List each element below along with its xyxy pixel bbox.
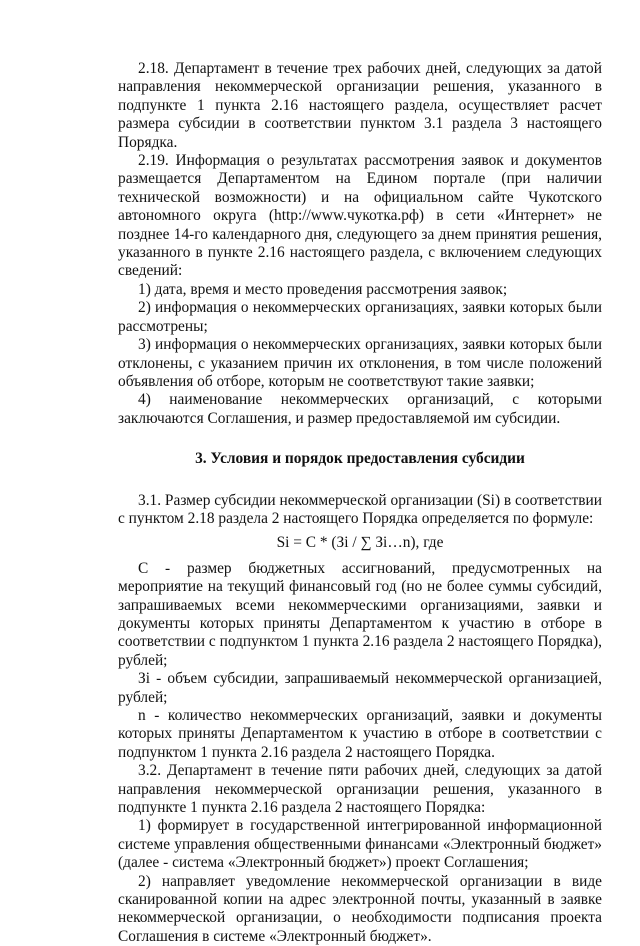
paragraph-2-19: 2.19. Информация о результатах рассмотрения заявок и документов размещается Департаментом на Едином портале (при наличии технической возможности) и на официальном сайте Чукотского автономного округа (http://www.чукотка.рф) в сети «Интернет» не позднее 14-го календарного дня, следующего за днем принятия решения, указанного в пункте 2.16 настоящего раздела, с включением следующих сведений: [118, 152, 602, 280]
list-item-2: 2) информация о некоммерческих организациях, заявки которых были рассмотрены; [118, 299, 602, 335]
paragraph-2-18: 2.18. Департамент в течение трех рабочих дней, следующих за датой направления некоммерческой организации решения, указанного в подпункте 1 пункта 2.16 настоящего раздела, осуществляет расчет размера субсидии в соответствии пунктом 3.1 раздела 3 настоящего Порядка. [118, 60, 602, 151]
paragraph-3-2: 3.2. Департамент в течение пяти рабочих дней, следующих за датой направления некоммерческой организации решения, указанного в подпункте 1 пункта 2.16 раздела 2 настоящего Порядка: [118, 762, 602, 817]
document-body [118, 60, 602, 946]
list-item-3-2-1: 1) формирует в государственной интегрированной информационной системе управления общественными финансами «Электронный бюджет» (далее - система «Электронный бюджет») проект Соглашения; [118, 817, 602, 872]
subsidy-formula: Si = C * (Зi / ∑ Зi…n), где [276, 534, 444, 552]
paragraph-3-1: 3.1. Размер субсидии некоммерческой организации (Si) в соответствии с пунктом 2.18 раздела 2 настоящего Порядка определяется по формуле: [118, 491, 603, 527]
list-item-3-2-2: 2) направляет уведомление некоммерческой организации в виде сканированной копии на адрес электронной почты, указанный в заявке некоммерческой организации, о необходимости подписания проекта Соглашения в системе «Электронный бюджет». [118, 872, 602, 945]
definition-zi: Зi - объем субсидии, запрашиваемый некоммерческой организацией, рублей; [118, 670, 602, 706]
list-item-1: 1) дата, время и место проведения рассмотрения заявок; [138, 280, 508, 298]
definition-c: C - размер бюджетных ассигнований, предусмотренных на мероприятие на текущий финансовый год (но не более суммы субсидий, запрашиваемых всеми некоммерческими организациями, заявки и документы которых приняты Департаментом к участию в отборе в соответствии с подпунктом 1 пункта 2.16 раздела 2 настоящего Порядка), рублей; [118, 559, 602, 669]
section-3-heading: 3. Условия и порядок предоставления субсидии [195, 450, 525, 468]
list-item-3: 3) информация о некоммерческих организациях, заявки которых были отклонены, с указанием причин их отклонения, в том числе положений объявления об отборе, которым не соответствуют такие заявки; [118, 336, 602, 390]
definition-n: n - количество некоммерческих организаций, заявки и документы которых приняты Департаментом к участию в отборе в соответствии с подпунктом 1 пункта 2.16 раздела 2 настоящего Порядка. [118, 707, 602, 761]
list-item-4: 4) наименование некоммерческих организаций, с которыми заключаются Соглашения, и размер предоставляемой им субсидии. [118, 391, 602, 427]
